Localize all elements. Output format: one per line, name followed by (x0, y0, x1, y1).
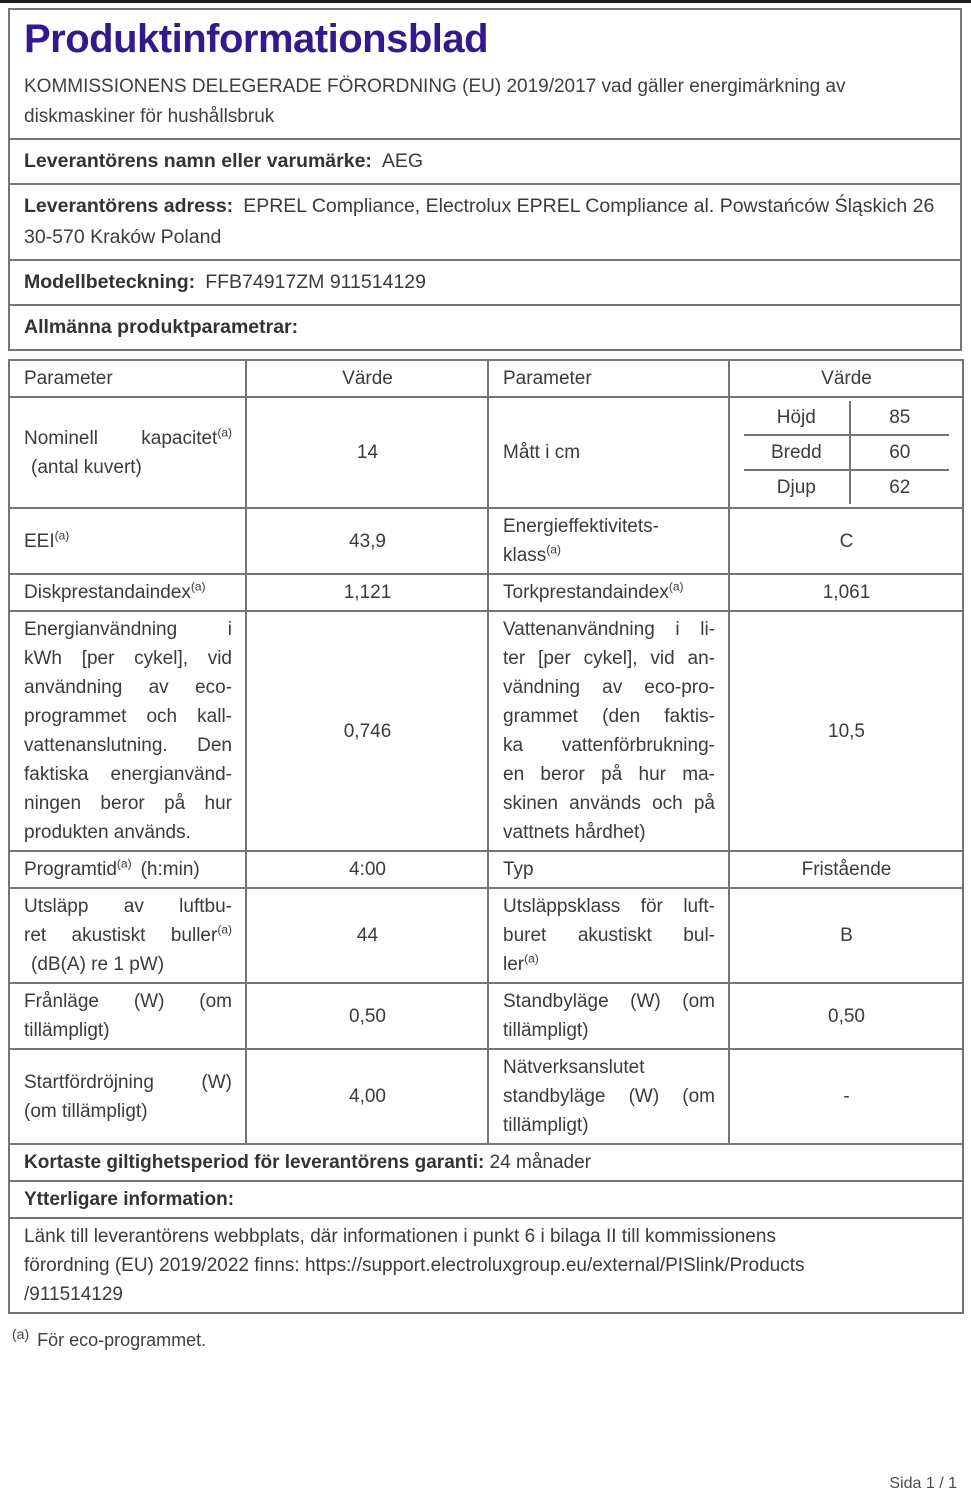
text-line: faktiska energianvänd- (24, 764, 232, 785)
supplier-address-label: Leverantörens adress: (24, 195, 234, 217)
footnote-ref-icon: (a) (546, 542, 561, 557)
off-standby-row (9, 983, 963, 1049)
supplier-name-row (10, 138, 960, 183)
text-line: (om tillämpligt) (24, 1100, 148, 1122)
link-text-line: Länk till leverantörens webbplats, där informationen i punkt 6 i bilaga II till kommissionens (24, 1226, 776, 1247)
network-standby-value-cell: - (729, 1049, 963, 1144)
water-consumption-value-cell: 10,5 (729, 611, 963, 851)
program-time-label: Programtid (24, 859, 117, 880)
program-time-label-cell (9, 851, 246, 888)
footnote-ref-icon: (a) (217, 922, 232, 937)
energy-class-label-cell (488, 508, 729, 574)
header-value-right: Värde (729, 360, 963, 397)
link-text-line: /911514129 (24, 1284, 123, 1305)
supplier-link-cell (9, 1218, 963, 1313)
delay-start-label-cell (9, 1049, 246, 1144)
text-line: Standbyläge (W) (om (503, 991, 715, 1012)
text-line: buret akustiskt bul- (503, 925, 715, 946)
footnote-ref-icon: (a) (668, 579, 684, 594)
wash-index-label: Diskprestandaindex (24, 582, 191, 603)
footnote (12, 1326, 963, 1351)
text-line: programmet och kall- (24, 706, 232, 727)
text-line: ret akustiskt buller$^{(a)}$ (24, 922, 232, 946)
text-line: Utsläpp av luftbu- (24, 896, 232, 917)
text-line: ter [per cykel], vid an- (503, 648, 715, 669)
page-top-edge (0, 0, 971, 3)
text-line: tillämpligt) (24, 1020, 110, 1041)
footnote-ref-icon: (a) (190, 579, 206, 594)
capacity-label-cell (9, 397, 246, 508)
text-line: Nätverksanslutet (503, 1057, 645, 1078)
text-line: vattenanslutning. Den (24, 735, 232, 756)
regulation-subtitle: KOMMISSIONENS DELEGERADE FÖRORDNING (EU) 2019/2017 vad gäller energimärkning av diskmaskiner för hushållsbruk (24, 76, 846, 127)
dimension-value: 62 (889, 477, 911, 498)
text-line: ka vattenförbrukning- (503, 735, 715, 756)
supplier-address-row (10, 183, 960, 259)
text-line: tillämpligt) (503, 1115, 589, 1136)
footnote-ref-icon: (a) (116, 856, 132, 871)
noise-value-cell: 44 (246, 888, 488, 983)
warranty-label: Kortaste giltighetsperiod för leverantörens garanti: (24, 1152, 485, 1173)
consumption-row (9, 611, 963, 851)
type-label-cell: Typ (488, 851, 729, 888)
capacity-dimensions-row (9, 397, 963, 508)
dimension-value: 60 (889, 442, 911, 463)
noise-label-cell (9, 888, 246, 983)
text-line: kWh [per cykel], vid (24, 648, 232, 669)
text-line: ningen beror på hur (24, 793, 232, 814)
capacity-label: Nominell kapacitet (24, 427, 218, 449)
delay-network-row (9, 1049, 963, 1144)
capacity-note: (antal kuvert) (31, 456, 142, 478)
dimensions-label-cell: Mått i cm (488, 397, 729, 508)
program-time-value-cell: 4:00 (246, 851, 488, 888)
energy-consumption-label-cell (9, 611, 246, 851)
footnote-text: För eco-programmet. (37, 1330, 207, 1350)
footnote-marker: (a) (12, 1326, 30, 1342)
dimension-row-height (744, 401, 949, 434)
text-line: ler$^{(a)}$ (503, 951, 539, 975)
text-line: Utsläppsklass för luft- (503, 896, 715, 917)
header-parameter-left: Parameter (9, 360, 246, 397)
warranty-cell (9, 1144, 963, 1181)
text-line: Energianvändning i (24, 619, 232, 640)
footnote-ref-icon: (a) (524, 951, 539, 966)
performance-index-row (9, 574, 963, 611)
energy-class-label-line2: klass$^{(a)}$ (503, 542, 561, 566)
text-line: Frånläge (W) (om (24, 991, 232, 1012)
eei-row (9, 508, 963, 574)
eei-value-cell: 43,9 (246, 508, 488, 574)
noise-class-label-cell (488, 888, 729, 983)
dimension-name: Höjd (744, 401, 851, 434)
dimension-row-width (744, 434, 949, 469)
wash-index-label-cell (9, 574, 246, 611)
page-number: Sida 1 / 1 (889, 1475, 957, 1492)
model-designation-value: FFB74917ZM 911514129 (205, 271, 426, 293)
network-standby-label-cell (488, 1049, 729, 1144)
supplier-name-value: AEG (381, 150, 424, 172)
dimension-row-depth (744, 469, 949, 504)
off-mode-label-cell (9, 983, 246, 1049)
text-line: grammet (den faktis- (503, 706, 715, 727)
text-line: användning av eco- (24, 677, 232, 698)
additional-info-row (9, 1181, 963, 1218)
wash-index-value-cell: 1,121 (246, 574, 488, 611)
capacity-value-cell: 14 (246, 397, 488, 508)
energy-class-label-line1: Energieffektivitets- (503, 516, 659, 537)
footnote-ref-icon: (a) (54, 528, 70, 543)
eei-label: EEI (24, 530, 55, 552)
dimensions-subtable (729, 397, 963, 508)
text-line: standbyläge (W) (om (503, 1086, 715, 1107)
footnote-ref-icon: (a) (217, 425, 232, 440)
noise-row (9, 888, 963, 983)
delay-start-value-cell: 4,00 (246, 1049, 488, 1144)
dimension-name: Bredd (744, 436, 851, 469)
text-line: vändning av eco-pro- (503, 677, 715, 698)
off-mode-value-cell: 0,50 (246, 983, 488, 1049)
program-time-row (9, 851, 963, 888)
general-parameters-label: Allmänna produktparametrar: (24, 316, 299, 338)
page-title: Produktinformationsblad (24, 17, 489, 61)
standby-value-cell: 0,50 (729, 983, 963, 1049)
text-line: (dB(A) re 1 pW) (31, 954, 165, 975)
standby-label-cell (488, 983, 729, 1049)
dry-index-label-cell (488, 574, 729, 611)
text-line: Vattenanvändning i li- (503, 619, 715, 640)
text-line: vattnets hårdhet) (503, 822, 646, 843)
link-text-line: förordning (EU) 2019/2022 finns: https://support.electroluxgroup.eu/external/PISlink/Products (24, 1255, 805, 1276)
title-block (10, 10, 960, 138)
water-consumption-label-cell (488, 611, 729, 851)
document-header (8, 8, 962, 351)
header-parameter-right: Parameter (488, 360, 729, 397)
text-line: skinen används och på (503, 793, 715, 814)
noise-class-value-cell: B (729, 888, 963, 983)
text-line: produkten används. (24, 822, 191, 843)
additional-info-label: Ytterligare information: (24, 1189, 235, 1210)
capacity-label-line (24, 424, 232, 453)
model-designation-label: Modellbeteckning: (24, 271, 196, 293)
program-time-unit: (h:min) (140, 859, 200, 880)
text-line: en beror på hur ma- (503, 764, 715, 785)
supplier-name-label: Leverantörens namn eller varumärke: (24, 150, 372, 172)
parameters-table (8, 359, 964, 1314)
text-line: Startfördröjning (W) (24, 1071, 232, 1093)
warranty-row (9, 1144, 963, 1181)
general-parameters-heading-row (10, 304, 960, 349)
warranty-value: 24 månader (489, 1152, 591, 1173)
supplier-link-row (9, 1218, 963, 1313)
type-value-cell: Fristående (729, 851, 963, 888)
supplier-address-value: EPREL Compliance, Electrolux EPREL Compliance al. Powstańców Śląskich 26 30-570 Kraków Poland (24, 195, 935, 248)
eei-label-cell (9, 508, 246, 574)
dimension-value: 85 (889, 407, 911, 428)
header-value-left: Värde (246, 360, 488, 397)
energy-consumption-value-cell: 0,746 (246, 611, 488, 851)
text-line: tillämpligt) (503, 1020, 589, 1041)
table-header-row (9, 360, 963, 397)
dry-index-value-cell: 1,061 (729, 574, 963, 611)
dry-index-label: Torkprestandaindex (503, 582, 669, 603)
model-designation-row (10, 259, 960, 304)
additional-info-cell (9, 1181, 963, 1218)
dimension-name: Djup (744, 471, 851, 504)
energy-class-value-cell: C (729, 508, 963, 574)
